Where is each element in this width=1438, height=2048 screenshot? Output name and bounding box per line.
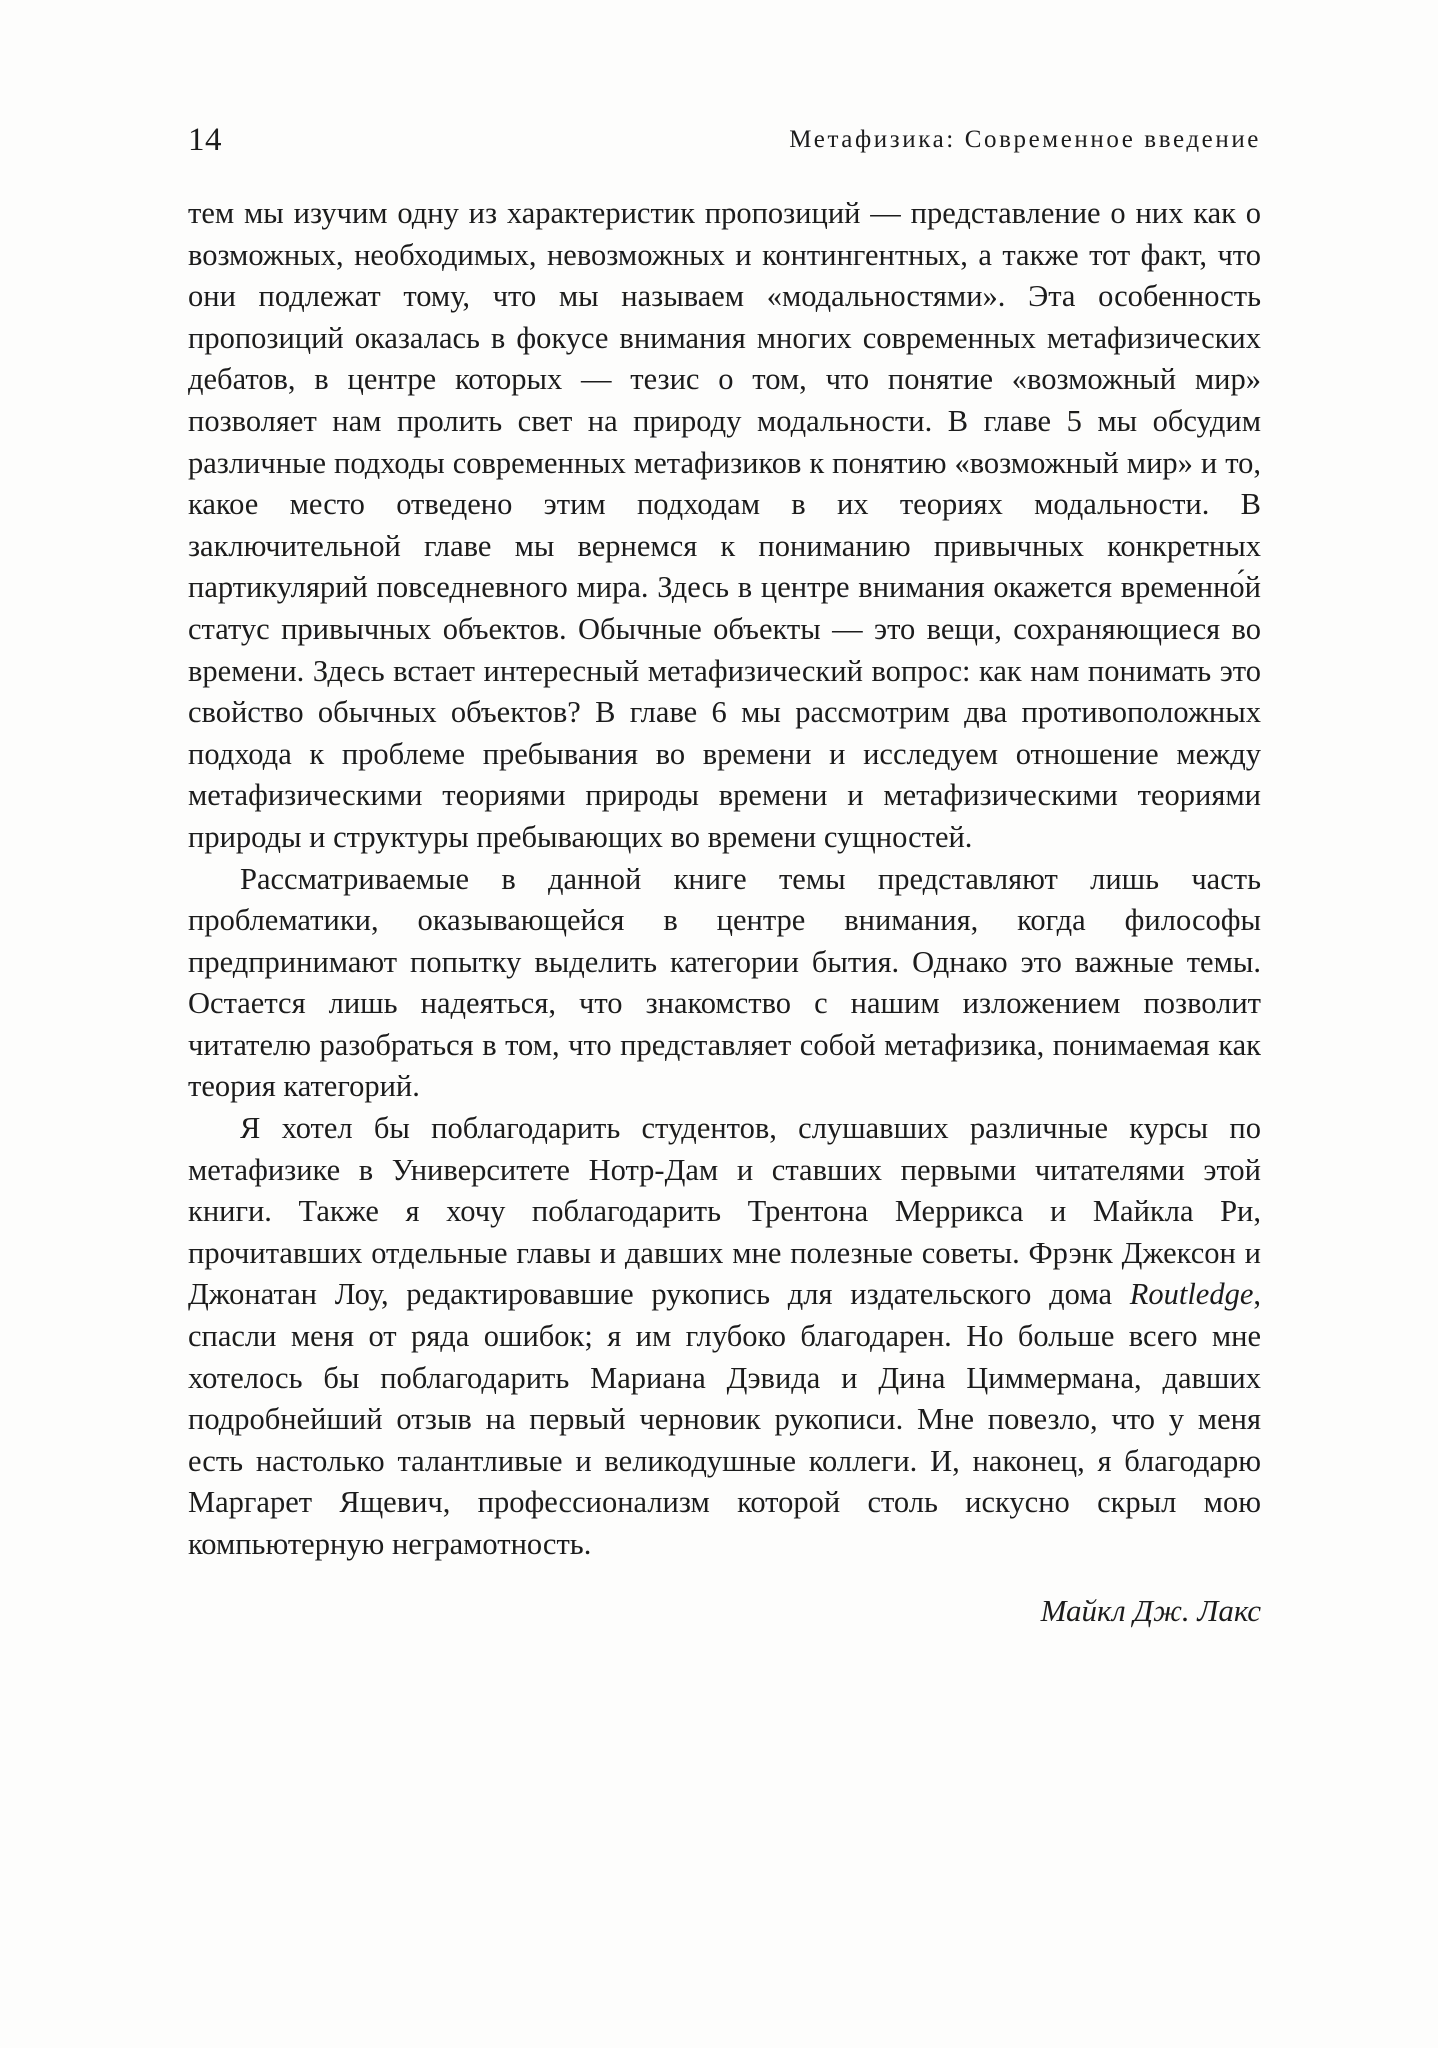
paragraph-3-part-1: Я хотел бы поблагодарить студентов, слушавших различные курсы по метафизике в Университете Нотр-Дам и ставших первыми читателями этой книги. Также я хочу поблагодарить Трентона Меррикса и Майкла Ри, прочитавших отдельные главы и давших мне полезные советы. Фрэнк Джексон и Джонатан Лоу, редактировавшие рукопись для издательского дома — [188, 1111, 1261, 1312]
paragraph-3-part-2: , спасли меня от ряда ошибок; я им глубоко благодарен. Но больше всего мне хотелось бы поблагодарить Мариана Дэвида и Дина Циммермана, давших подробнейший отзыв на первый черновик рукописи. Мне повезло, что у меня есть настолько талантливые и великодушные коллеги. И, наконец, я благодарю Маргарет Ящевич, профессионализм которой столь искусно скрыл мою компьютерную неграмотность. — [188, 1277, 1261, 1561]
running-head — [188, 118, 1261, 162]
author-signature: Майкл Дж. Лакс — [1040, 1593, 1261, 1628]
body-text — [188, 193, 1261, 1566]
paragraph-3 — [188, 1108, 1261, 1566]
paragraph-1: тем мы изучим одну из характеристик пропозиций — представление о них как о возможных, необходимых, невозможных и контингентных, а также тот факт, что они подлежат тому, что мы называем «модальностями». Эта особенность пропозиций оказалась в фокусе внимания многих современных метафизических дебатов, в центре которых — тезис о том, что понятие «возможный мир» позволяет нам пролить свет на природу модальности. В главе 5 мы обсудим различные подходы современных метафизиков к понятию «возможный мир» и то, какое место отведено этим подходам в их теориях модальности. В заключительной главе мы вернемся к пониманию привычных конкретных партикулярий повседневного мира. Здесь в центре внимания окажется временно́й статус привычных объектов. Обычные объекты — это вещи, сохраняющиеся во времени. Здесь встает интересный метафизический вопрос: как нам понимать это свойство обычных объектов? В главе 6 мы рассмотрим два противоположных подхода к проблеме пребывания во времени и исследуем отношение между метафизическими теориями природы времени и метафизическими теориями природы и структуры пребывающих во времени сущностей. — [188, 196, 1261, 854]
page-number: 14 — [188, 122, 222, 158]
publisher-name: Routledge — [1129, 1277, 1254, 1312]
paragraph-2: Рассматриваемые в данной книге темы представляют лишь часть проблематики, оказывающейся в центре внимания, когда философы предпринимают попытку выделить категории бытия. Однако это важные темы. Остается лишь надеяться, что знакомство с нашим изложением позволит читателю разобраться в том, что представляет собой метафизика, понимаемая как теория категорий. — [188, 861, 1261, 1104]
running-title: Метафизика: Современное введение — [789, 126, 1261, 153]
